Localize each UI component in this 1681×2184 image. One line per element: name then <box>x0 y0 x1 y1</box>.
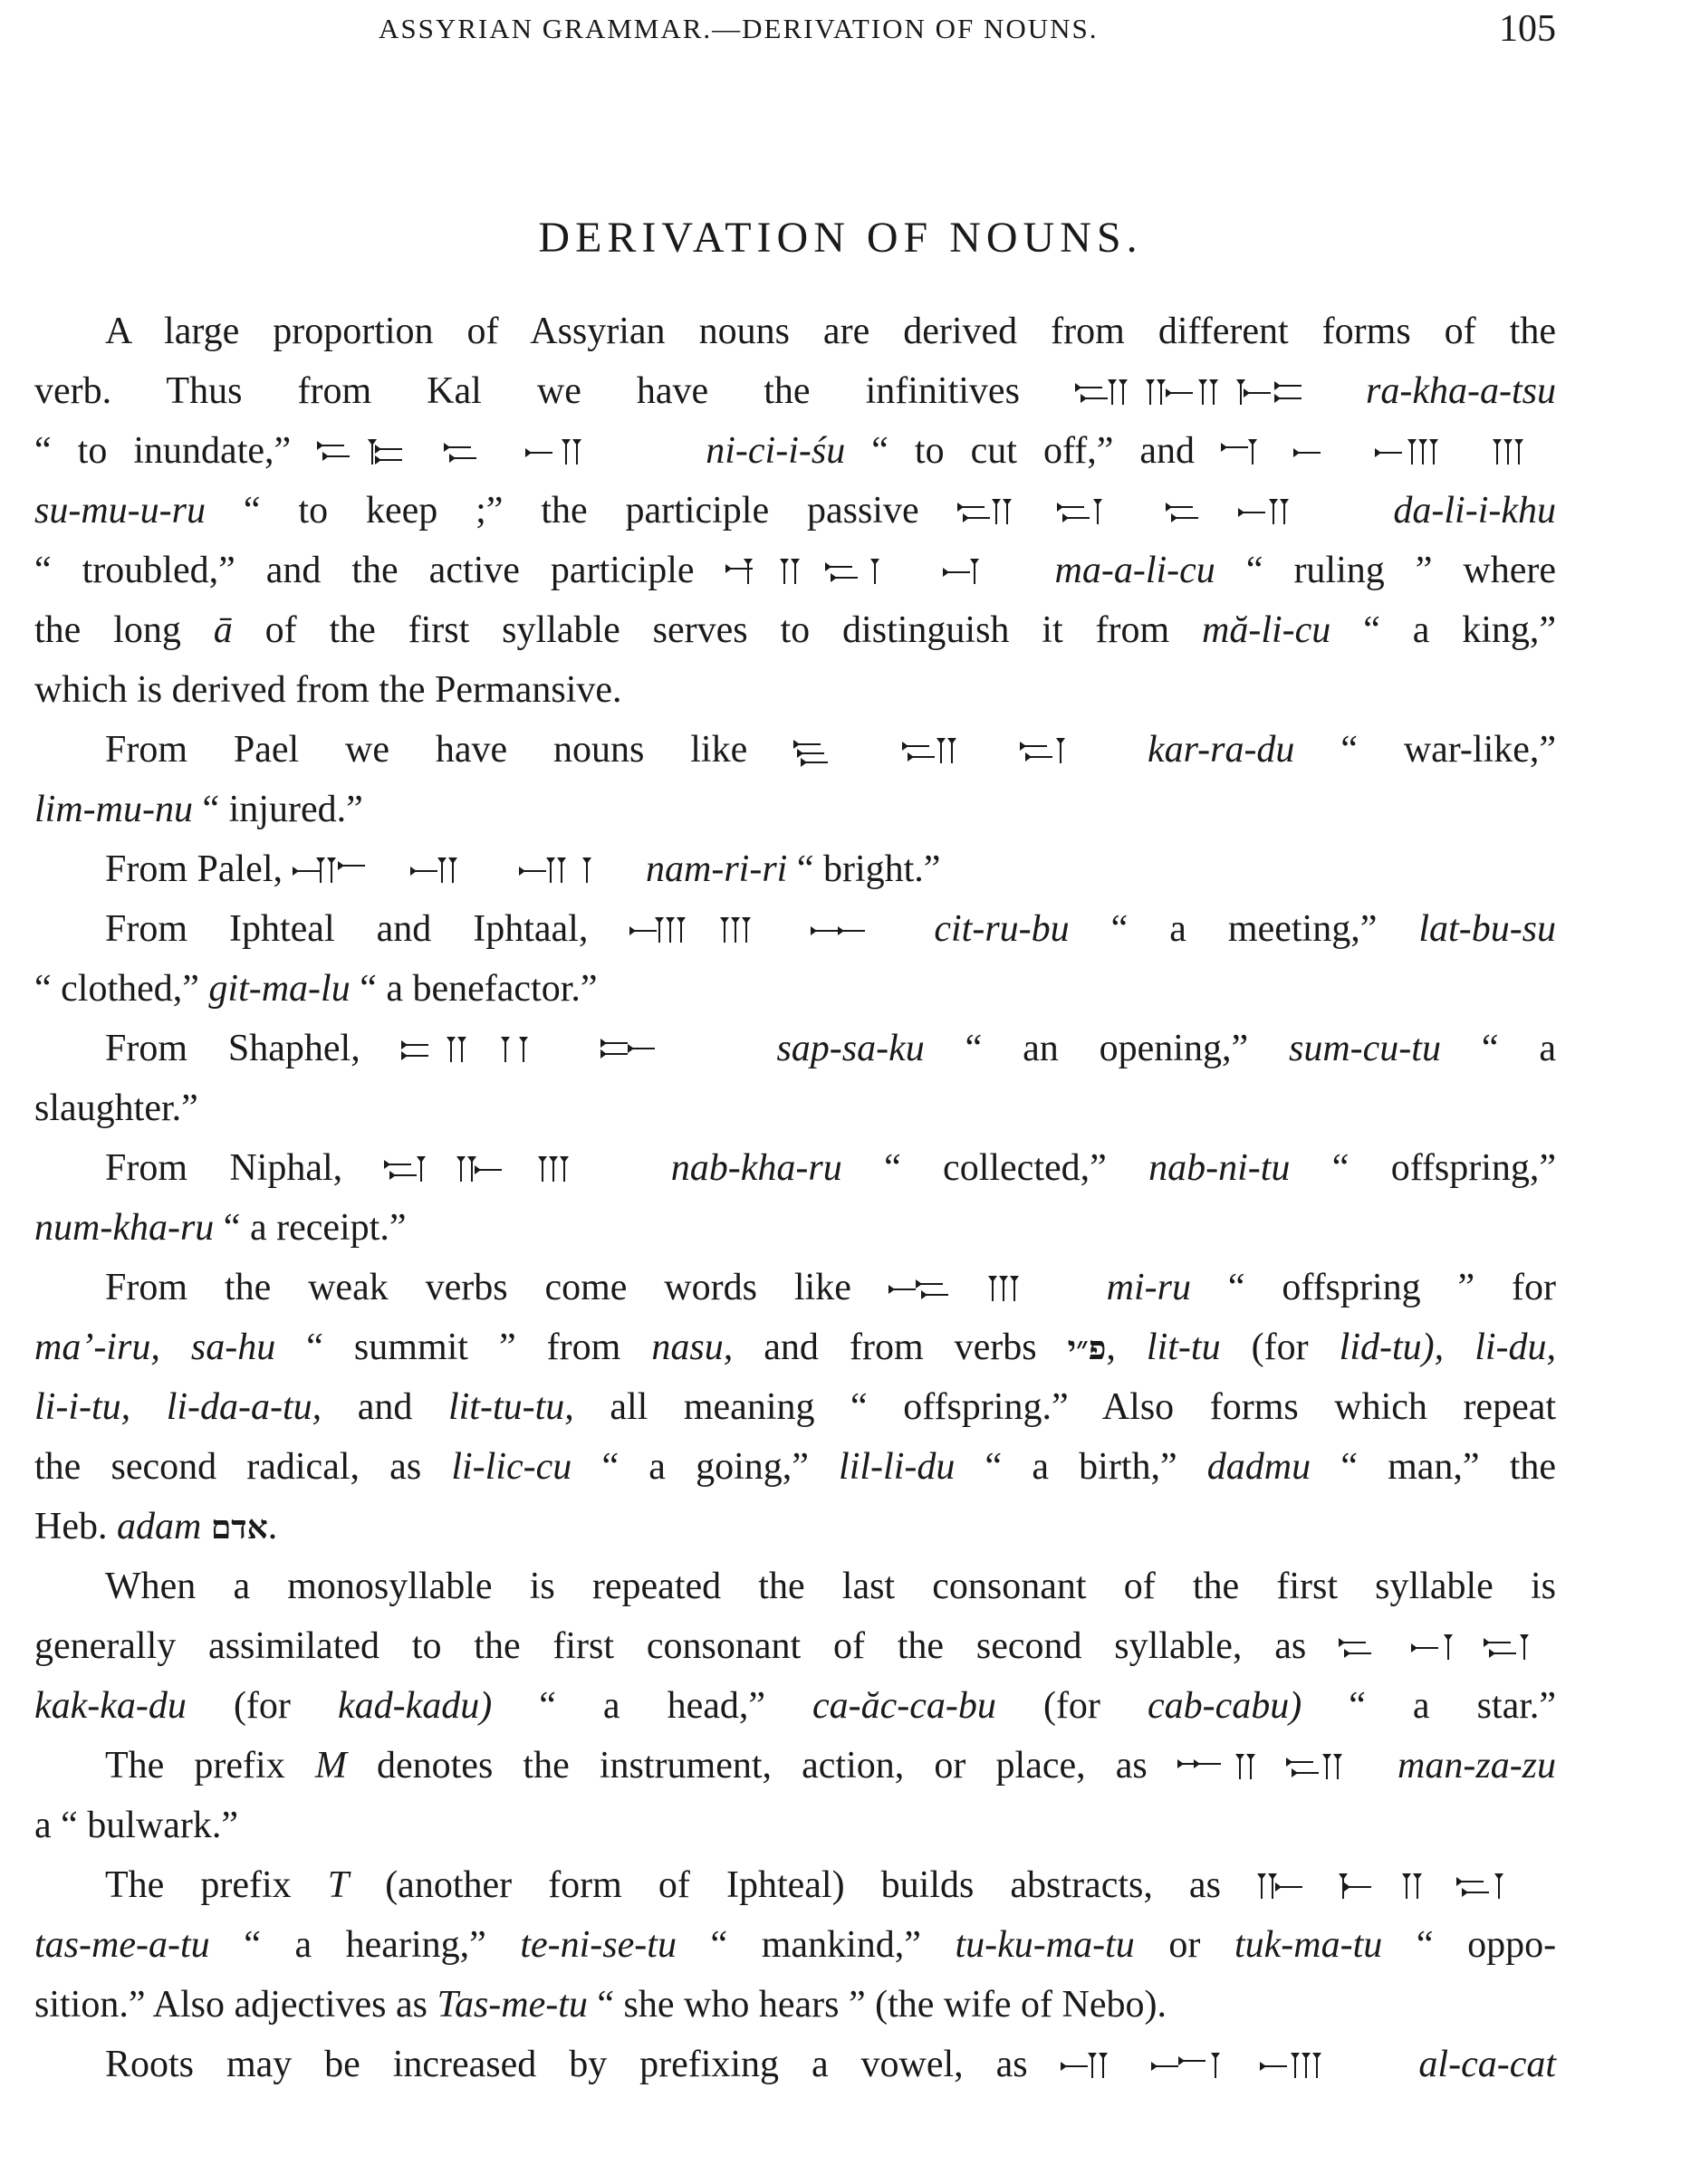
text-line: lim-mu-nu “ injured.” <box>34 789 363 830</box>
text-line: sition.” Also adjectives as Tas-me-tu “ she who hears ” (the wife of Nebo). <box>34 1984 1167 2026</box>
cuneiform-group <box>1177 1750 1368 1783</box>
text-line: “ to inundate,” ni-ci-i-śu “ to cut off,” and <box>34 421 1556 481</box>
text-line: the second radical, as li-lic-cu “ a going,” lil-li-du “ a birth,” dadmu “ man,” the <box>34 1446 1557 1488</box>
cuneiform-group <box>1075 376 1311 408</box>
text-line: which is derived from the Permansive. <box>34 669 622 711</box>
text-line: From Palel, nam-ri-ri “ bright.” <box>105 848 941 890</box>
text-line: “ troubled,” and the active participle ma-a-li-cu “ ruling ” where <box>34 550 1557 591</box>
cuneiform-group <box>1061 2049 1387 2082</box>
text-line: The prefix M denotes the instrument, action, or place, as man-za-zu <box>105 1745 1557 1786</box>
hebrew-adam: אדם <box>210 1509 268 1547</box>
text-line: From Niphal, nab-kha-ru “ collected,” nab-ni-tu “ offspring,” <box>105 1147 1557 1189</box>
text-line: From the weak verbs come words like mi-ru “ offspring ” for <box>105 1267 1556 1308</box>
text-line: When a monosyllable is repeated the last consonant of the first syllable is <box>105 1566 1556 1607</box>
text-line: ma’-iru, sa-hu “ summit ” from nasu, and from verbs פ״י, lit-tu (for lid-tu), li-du, <box>34 1327 1557 1368</box>
text-line: slaughter.” <box>34 1087 198 1129</box>
cuneiform-group <box>793 734 1101 767</box>
cuneiform-group <box>1257 1870 1556 1902</box>
running-head: ASSYRIAN GRAMMAR.—DERIVATION OF NOUNS. <box>379 13 1099 44</box>
cuneiform-group <box>384 1153 629 1185</box>
cuneiform-group <box>957 495 1356 528</box>
cuneiform-group <box>293 854 637 886</box>
cuneiform-group <box>1339 1631 1556 1663</box>
text-line: From Pael we have nouns like kar-ra-du “ war-like,” <box>105 729 1557 771</box>
cuneiform-group <box>629 914 892 946</box>
cuneiform-group <box>889 1272 1070 1305</box>
page-header <box>34 7 1556 62</box>
page-number: 105 <box>1499 8 1556 50</box>
text-line: su-mu-u-ru “ to keep ;” the participle passive da-li-i-khu <box>34 490 1557 532</box>
cuneiform-group <box>401 1033 736 1066</box>
text-line: the long ā of the first syllable serves to distinguish it from mă-li-cu “ a king,” <box>34 609 1557 651</box>
text-line: tas-me-a-tu “ a hearing,” te-ni-se-tu “ mankind,” tu-ku-ma-tu or tuk-ma-tu “ oppo- <box>34 1924 1557 1966</box>
cuneiform-group <box>317 436 679 468</box>
text-line: “ clothed,” git-ma-lu “ a benefactor.” <box>34 968 598 1010</box>
text-line: From Shaphel, sap-sa-ku “ an opening,” sum-cu-tu “ a <box>105 1028 1556 1069</box>
text-line: generally assimilated to the first consonant of the second syllable, as <box>34 1616 1556 1676</box>
cuneiform-group <box>725 555 1024 588</box>
text-line: kak-ka-du (for kad-kadu) “ a head,” ca-ăc-ca-bu (for cab-cabu) “ a star.” <box>34 1685 1557 1727</box>
text-line: a “ bulwark.” <box>34 1805 239 1846</box>
text-line: Heb. adam אדם. <box>34 1506 278 1547</box>
section-title: DERIVATION OF NOUNS. <box>538 214 1143 262</box>
text-line: verb. Thus from Kal we have the infinitives ra-kha-a-tsu <box>34 370 1557 412</box>
body-text <box>34 302 1556 2094</box>
cuneiform-group <box>1221 436 1556 468</box>
text-line: li-i-tu, li-da-a-tu, and lit-tu-tu, all meaning “ offspring.” Also forms which repeat <box>34 1386 1557 1428</box>
text-line: num-kha-ru “ a receipt.” <box>34 1207 407 1249</box>
hebrew-pe-yod: פ״י <box>1067 1329 1107 1367</box>
text-line: From Iphteal and Iphtaal, cit-ru-bu “ a meeting,” lat-bu-su <box>105 908 1557 950</box>
text-line: Roots may be increased by prefixing a vowel, as al-ca-cat <box>105 2044 1557 2085</box>
text-line: A large proportion of Assyrian nouns are derived from different forms of the <box>105 311 1556 352</box>
text-line: The prefix T (another form of Iphteal) builds abstracts, as <box>34 1855 1556 1915</box>
